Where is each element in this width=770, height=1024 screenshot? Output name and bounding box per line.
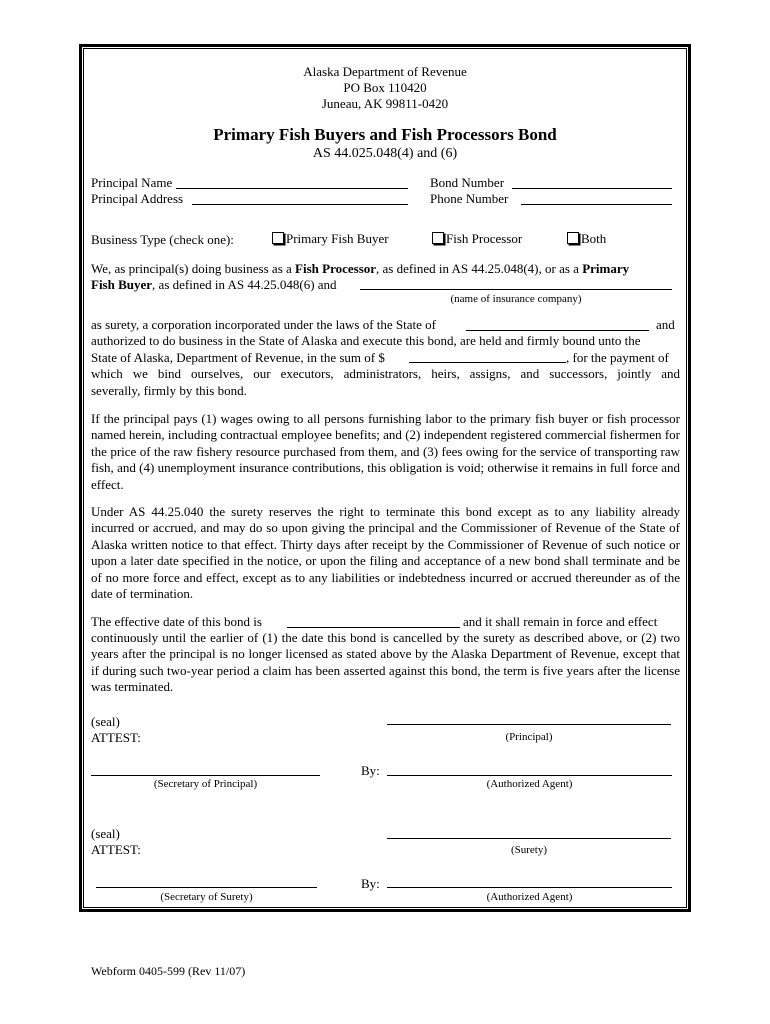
principal-caption: (Principal)	[505, 731, 553, 743]
para1-text-c: , as defined in AS 44.25.048(6) and	[152, 277, 337, 293]
phone-number-label: Phone Number	[430, 191, 509, 206]
para1-bold-primary: Primary	[582, 261, 630, 276]
state-of-incorporation-field[interactable]	[466, 330, 649, 331]
para2-line5: severally, firmly by this bond.	[91, 383, 247, 398]
bond-number-label: Bond Number	[430, 175, 505, 190]
option-fish-processor: Fish Processor	[446, 231, 523, 246]
insurance-company-field[interactable]	[360, 289, 672, 290]
attest-label-principal: ATTEST:	[91, 730, 141, 745]
seal-label-surety: (seal)	[91, 826, 120, 841]
secretary-of-principal-line[interactable]	[91, 775, 320, 776]
surety-signature-line[interactable]	[387, 838, 671, 839]
statute-subtitle: AS 44.025.048(4) and (6)	[312, 146, 458, 161]
para1-bold-fish-buyer: Fish Buyer	[91, 277, 153, 293]
para2-line4: which we bind ourselves, our executors, administrators, heirs, assigns, and successors, jointly and	[91, 366, 680, 381]
po-box: PO Box 110420	[343, 80, 427, 95]
bond-number-field[interactable]	[512, 188, 672, 189]
principal-name-field[interactable]	[176, 188, 408, 189]
authorized-agent-caption-surety: (Authorized Agent)	[486, 891, 573, 903]
termination-paragraph: Under AS 44.25.040 the surety reserves the right to terminate this bond except as to any liability already incurred or accrued, and may do so upon giving the principal and the Commissioner of Revenue of the State of Alaska written notice to that effect. Thirty days after receipt by the Commissioner of Revenue of such notice or upon a later date specified in the notice, or upon the filing and acceptance of a new bond shall terminate and be of no more force and effect, except as to any liabilities or indebtedness incurred or accrued thereunder as of the date of termination.	[91, 504, 680, 602]
checkbox-icon	[272, 232, 284, 244]
surety-caption: (Surety)	[510, 844, 548, 856]
principal-name-label: Principal Name	[91, 175, 173, 190]
form-number-footer: Webform 0405-599 (Rev 11/07)	[91, 964, 246, 978]
principal-agent-signature-line[interactable]	[387, 775, 672, 776]
para2-line1-a: as surety, a corporation incorporated under the laws of the State of	[91, 317, 436, 332]
by-label-principal: By:	[361, 763, 380, 778]
surety-agent-signature-line[interactable]	[387, 887, 672, 888]
para5-line1-b: and it shall remain in force and effect	[463, 614, 658, 629]
city-address: Juneau, AK 99811-0420	[321, 96, 449, 111]
bond-sum-field[interactable]	[409, 362, 566, 363]
principal-address-label: Principal Address	[91, 191, 184, 206]
checkbox-fish-processor[interactable]	[432, 231, 522, 247]
principal-address-field[interactable]	[192, 204, 408, 205]
para1-text-b: , as defined in AS 44.25.048(4), or as a	[376, 261, 583, 276]
secretary-of-surety-line[interactable]	[96, 887, 317, 888]
by-label-surety: By:	[361, 876, 380, 891]
obligation-paragraph: If the principal pays (1) wages owing to all persons furnishing labor to the primary fish buyer or fish processor named herein, including contractual employee benefits; and (2) independent registered commercial fishermen for the price of the raw fishery resource purchased from them, and (3) fees owing for the service of transporting raw fish, and (4) unemployment insurance contributions, this obligation is void; otherwise it remains in full force and effect.	[91, 411, 680, 492]
checkbox-primary-fish-buyer[interactable]	[272, 231, 389, 247]
para2-line1-b: and	[656, 317, 675, 332]
para2-line3-b: , for the payment of	[566, 350, 669, 365]
secretary-of-surety-caption: (Secretary of Surety)	[160, 891, 253, 903]
para5-line1-a: The effective date of this bond is	[91, 614, 262, 629]
phone-number-field[interactable]	[521, 204, 672, 205]
principal-signature-line[interactable]	[387, 724, 671, 725]
para2-line3-a: State of Alaska, Department of Revenue, in the sum of $	[91, 350, 385, 365]
option-primary-fish-buyer: Primary Fish Buyer	[286, 231, 389, 246]
checkbox-icon	[567, 232, 579, 244]
checkbox-icon	[432, 232, 444, 244]
attest-label-surety: ATTEST:	[91, 842, 141, 857]
insurance-company-caption: (name of insurance company)	[450, 293, 582, 305]
checkbox-both[interactable]	[567, 231, 606, 247]
para2-line2: authorized to do business in the State of Alaska and execute this bond, are held and firmly bound unto the	[91, 333, 641, 348]
business-type-label: Business Type (check one):	[91, 232, 234, 247]
option-both: Both	[581, 231, 607, 246]
authorized-agent-caption-principal: (Authorized Agent)	[486, 778, 573, 790]
para1-text-a: We, as principal(s) doing business as a	[91, 261, 296, 276]
effective-date-field[interactable]	[287, 627, 460, 628]
page-title: Primary Fish Buyers and Fish Processors Bond	[213, 125, 557, 144]
secretary-of-principal-caption: (Secretary of Principal)	[153, 778, 258, 790]
seal-label-principal: (seal)	[91, 714, 120, 729]
effective-date-paragraph: continuously until the earlier of (1) the date this bond is cancelled by the surety as described above, or (2) two years after the principal is no longer licensed as stated above by the Alaska Department of Revenue, except that if during such two-year period a claim has been asserted against this bond, the term is five years after the license was terminated.	[91, 630, 680, 695]
para1-bold-fish-processor: Fish Processor	[295, 261, 377, 276]
agency-name: Alaska Department of Revenue	[303, 64, 467, 79]
